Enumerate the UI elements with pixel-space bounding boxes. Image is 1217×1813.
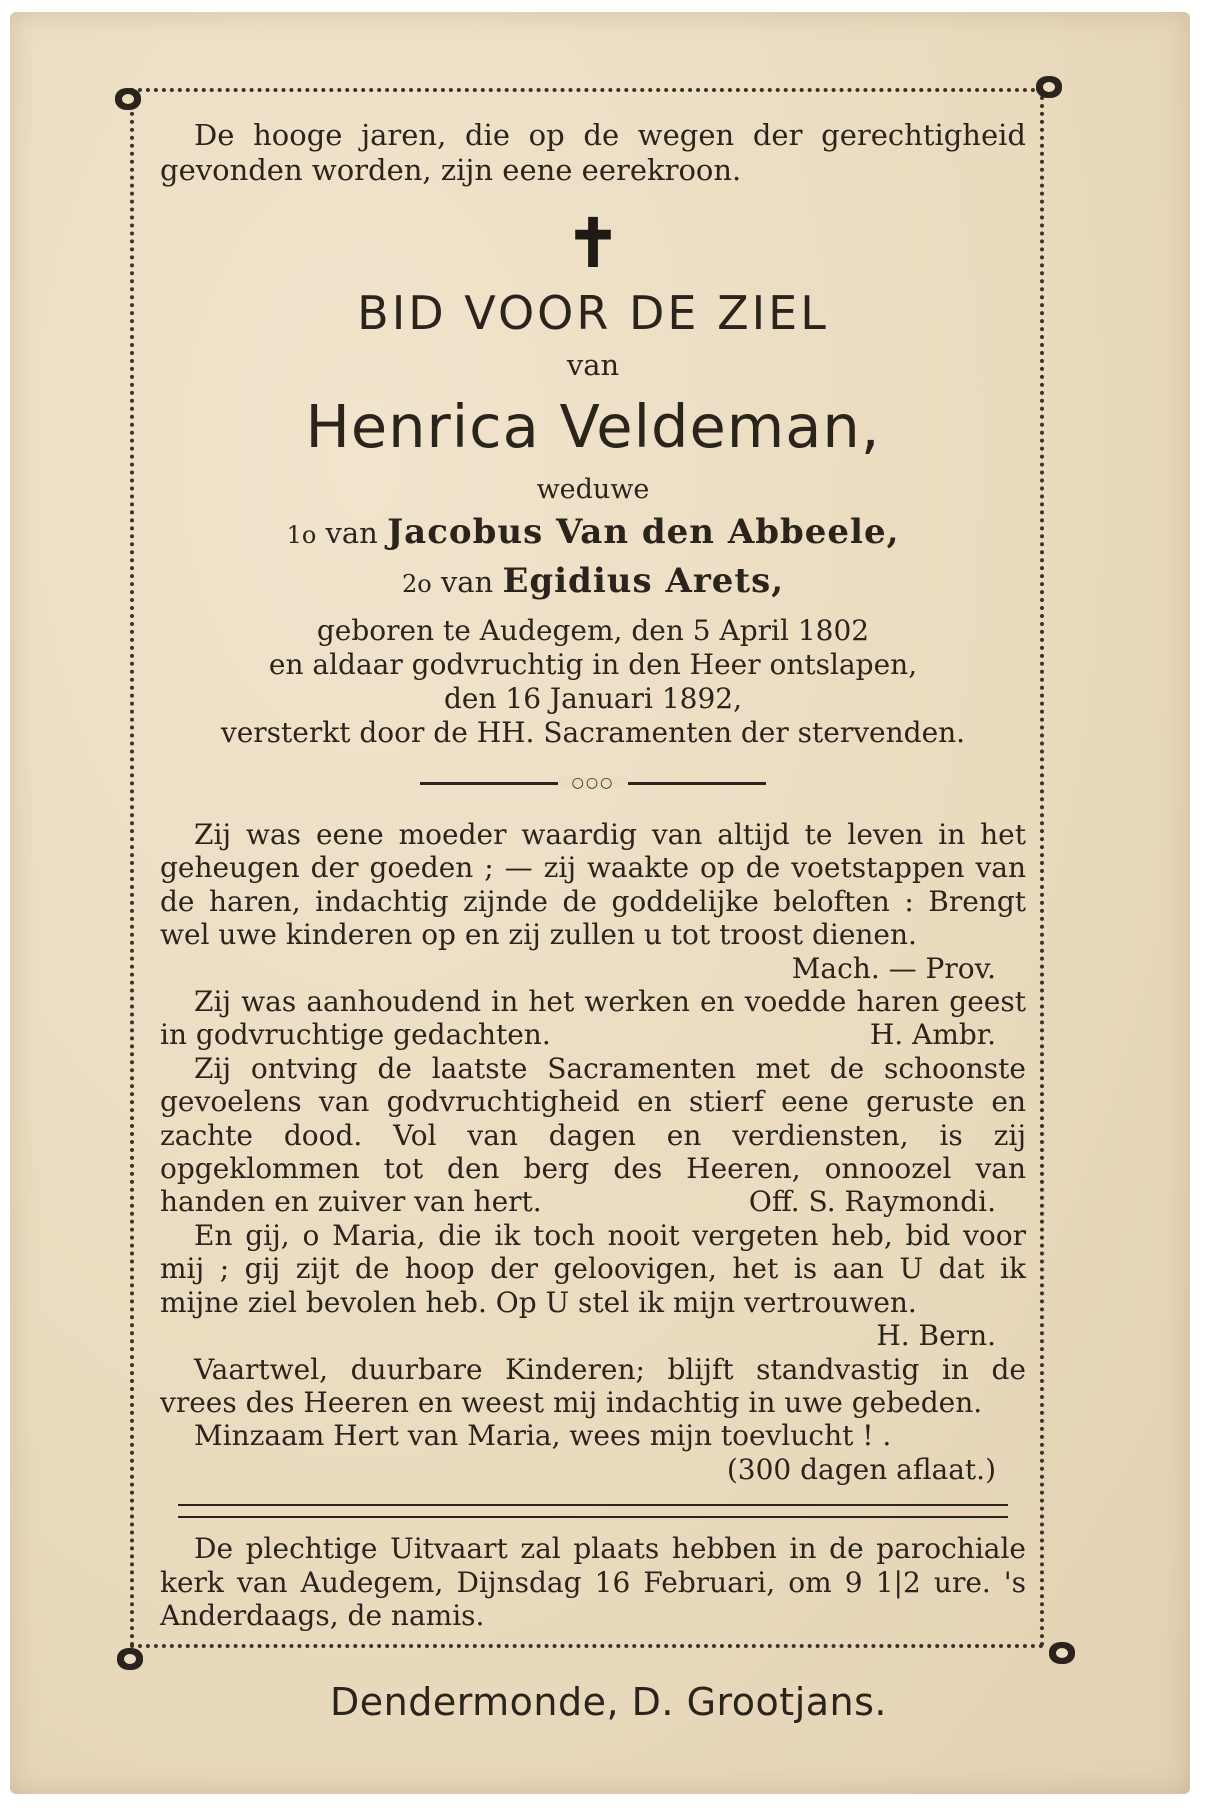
paragraph-text: Minzaam Hert van Maria, wees mijn toevlucht ! . [194,1419,892,1453]
paragraph-text: Zij was eene moeder waardig van altijd te leven in het geheugen der goeden ; — zij waakte op de voetstappen van de haren, indachtig zijnde de goddelijke beloften : Brengt wel uwe kinderen op en zij zullen u tot troost dienen. [160,818,1026,952]
funeral-notice [160,1532,1026,1633]
paragraph [160,818,1026,985]
paragraph-source: H. Bern. [876,1319,996,1353]
paragraph-source: Off. S. Raymondi. [748,1185,996,1219]
heading: BID VOOR DE ZIEL [357,286,829,340]
widow-label: weduwe [536,474,650,505]
husband-name: Egidius Arets, [502,561,785,601]
paragraph-text: En gij, o Maria, die ik toch nooit vergeten heb, bid voor mij ; gij zijt de hoop der geloovigen, het is aan U dat ik mijne ziel bevolen heb. Op U stel ik mijn vertrouwen. [160,1218,1026,1319]
deceased-name: Henrica Veldeman, [305,392,881,461]
husband-line [160,512,1026,555]
birth-death-details [160,614,1026,750]
paragraph-text: Zij was aanhoudend in het werken en voedde haren geest in godvruchtige gedachten. [160,985,1026,1052]
paragraph [160,1353,1026,1420]
paragraph [160,1218,1026,1353]
corner-ornament-icon [1049,1642,1075,1664]
card-content [160,118,1026,1633]
husband-line [160,561,1026,604]
paragraph [160,1419,1026,1452]
birth-line: geboren te Audegem, den 5 April 1802 [316,614,870,647]
epigraph: De hooge jaren, die op de wegen der gerechtigheid gevonden worden, zijn eene eerekroon. [160,118,1026,187]
cross-icon: ✝ [565,204,621,282]
double-divider [178,1504,1008,1518]
paragraph-text: Vaartwel, duurbare Kinderen; blijft standvastig in de vrees des Heeren en weest mij indachtig in uwe gebeden. [160,1352,1026,1419]
birth-line: en aldaar godvruchtig in den Heer ontslapen, [268,648,918,681]
funeral-text: De plechtige Uitvaart zal plaats hebben in de parochiale kerk van Audegem, Dijnsdag 16 Februari, om 9 1|2 ure. 's Anderdaags, de namis. [160,1532,1026,1633]
husband-van: van [325,516,378,550]
heading-van: van [566,348,620,382]
devotional-text [160,818,1026,1486]
ornamental-divider: ○○○ [420,776,766,790]
printer-imprint: Dendermonde, D. Grootjans. [329,1680,888,1724]
paragraph-source: Mach. — Prov. [791,951,996,985]
paragraph [160,1052,1026,1219]
paragraph-source: H. Ambr. [869,1018,996,1052]
indulgence-note: (300 dagen aflaat.) [726,1452,996,1486]
husband-ordinal: 1o [286,521,317,549]
paragraph [160,985,1026,1052]
corner-ornament-icon [115,88,141,110]
paragraph-text: Zij ontving de laatste Sacramenten met de schoonste gevoelens van godvruchtigheid en stierf eene geruste en zachte dood. Vol van dagen en verdiensten, is zij opgeklommen tot den berg des Heeren, onnoozel van handen en zuiver van hert. [160,1051,1026,1219]
birth-line: den 16 Januari 1892, [443,682,743,715]
birth-line: versterkt door de HH. Sacramenten der stervenden. [220,716,966,749]
corner-ornament-icon [1036,76,1062,98]
husband-name: Jacobus Van den Abbeele, [387,512,900,552]
corner-ornament-icon [117,1648,143,1670]
husband-ordinal: 2o [401,570,432,598]
husband-van: van [440,565,494,599]
